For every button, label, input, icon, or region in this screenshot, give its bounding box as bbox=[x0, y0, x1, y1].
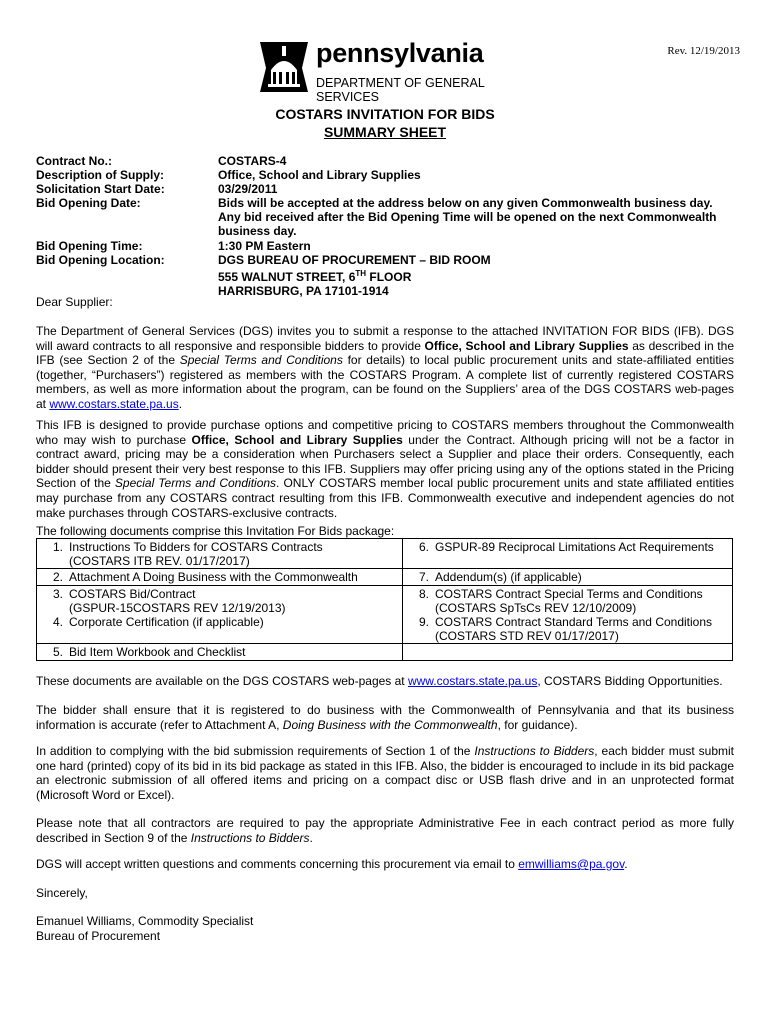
intro-paragraph: The Department of General Services (DGS) invites you to submit a response to the attached INVITATION FOR BIDS (IFB). DGS will award contracts to all responsive and responsible bidders to provide Office, School and Library Supplies as described in the IFB (see Section 2 of the Special Terms and Conditions for details) to local public procurement units and state-affiliated entities (together, “Purchasers”) registered as members with the COSTARS Program. A complete list of currently registered COSTARS members, as well as more information about the program, can be found on the Suppliers’ area of the DGS COSTARS web-pages at www.costars.state.pa.us. bbox=[36, 324, 735, 411]
opening-location-value bbox=[218, 253, 738, 299]
description-label: Description of Supply: bbox=[36, 168, 165, 182]
start-date-label: Solicitation Start Date: bbox=[36, 182, 165, 196]
doc-item-5: 5. Bid Item Workbook and Checklist bbox=[37, 644, 403, 660]
signature-office: Bureau of Procurement bbox=[36, 929, 161, 943]
submission-paragraph: In addition to complying with the bid submission requirements of Section 1 of the Instructions to Bidders, each bidder must submit one hard (printed) copy of its bid in its bid package as stated in this IFB. Also, the bidder is encouraged to include in its bid package an electronic submission of all offered items and pricing on a compact disc or USB flash drive and in an unprotected format (Microsoft Word or Excel). bbox=[36, 744, 734, 802]
doc-items-3-4: 3. COSTARS Bid/Contract (GSPUR-15COSTARS REV 12/19/2013) 4. Corporate Certification (if applicable) bbox=[37, 585, 403, 644]
revision-date: Rev. 12/19/2013 bbox=[667, 45, 740, 57]
doc-subtitle: SUMMARY SHEET bbox=[323, 124, 447, 140]
doc-item-6: 6. GSPUR-89 Reciprocal Limitations Act Requirements bbox=[403, 539, 733, 569]
doc-items-8-9: 8. COSTARS Contract Special Terms and Conditions (COSTARS SpTsCs REV 12/10/2009) 9. COSTARS Contract Standard Terms and Conditions (COSTARS STD REV 01/17/2017) bbox=[403, 585, 733, 644]
table-row bbox=[37, 569, 733, 585]
costars-website-link[interactable]: www.costars.state.pa.us bbox=[49, 396, 179, 411]
doc-item-1: 1. Instructions To Bidders for COSTARS Contracts (COSTARS ITB REV. 01/17/2017) bbox=[37, 539, 403, 569]
documents-table bbox=[36, 538, 733, 661]
closing: Sincerely, bbox=[36, 886, 88, 900]
doc-item-2: 2. Attachment A Doing Business with the Commonwealth bbox=[37, 569, 403, 585]
pa-dgs-logo bbox=[256, 38, 518, 104]
contract-no-value: COSTARS-4 bbox=[218, 154, 287, 168]
doc-title: COSTARS INVITATION FOR BIDS bbox=[275, 106, 495, 122]
opening-date-label: Bid Opening Date: bbox=[36, 196, 141, 210]
opening-time-label: Bid Opening Time: bbox=[36, 239, 143, 253]
logo-state-name: pennsylvania bbox=[316, 38, 484, 68]
registration-paragraph: The bidder shall ensure that it is registered to do business with the Commonwealth of Pennsylvania and that its business information is accurate (refer to Attachment A, Doing Business with the Commonwealth, for guidance). bbox=[36, 703, 734, 732]
opening-date-value: Bids will be accepted at the address below on any given Commonwealth business day. Any bid received after the Bid Opening Time will be opened on the next Commonwealth business day. bbox=[218, 196, 717, 239]
doc-item-7: 7. Addendum(s) (if applicable) bbox=[403, 569, 733, 585]
costars-website-link-2[interactable]: www.costars.state.pa.us bbox=[407, 674, 538, 688]
empty-cell bbox=[403, 644, 733, 660]
location-line3: HARRISBURG, PA 17101-1914 bbox=[218, 284, 389, 299]
table-row bbox=[37, 644, 733, 660]
capitol-dome-keystone-icon bbox=[256, 40, 312, 94]
availability-paragraph: These documents are available on the DGS COSTARS web-pages at www.costars.state.pa.us, COSTARS Bidding Opportunities. bbox=[36, 674, 723, 688]
opening-time-value: 1:30 PM Eastern bbox=[218, 239, 311, 253]
salutation: Dear Supplier: bbox=[36, 295, 113, 309]
description-value: Office, School and Library Supplies bbox=[218, 168, 421, 182]
table-row bbox=[37, 539, 733, 569]
docs-intro: The following documents comprise this Invitation For Bids package: bbox=[36, 524, 395, 538]
purpose-paragraph: This IFB is designed to provide purchase options and competitive pricing to COSTARS members throughout the Commonwealth who may wish to purchase Office, School and Library Supplies under the Contract. Although pricing will not be a factor in contract award, pricing may be a consideration when Purchasers select a Supplier and place their orders. Consequently, each bidder should present their very best response to this IFB. Suppliers may offer pricing using any of the options stated in the Pricing Section of the Special Terms and Conditions. ONLY COSTARS member local public procurement units and state affiliated entities may purchase from any COSTARS contract resulting from this IFB. Commonwealth executive and independent agencies do not make purchases through COSTARS-exclusive contracts. bbox=[36, 418, 734, 520]
questions-paragraph: DGS will accept written questions and comments concerning this procurement via email to emwilliams@pa.gov. bbox=[36, 857, 628, 871]
admin-fee-paragraph: Please note that all contractors are required to pay the appropriate Administrative Fee in each contract period as more fully described in Section 9 of the Instructions to Bidders. bbox=[36, 816, 734, 845]
location-line2: 555 WALNUT STREET, 6TH FLOOR bbox=[218, 269, 412, 285]
email-link[interactable]: emwilliams@pa.gov bbox=[518, 857, 625, 871]
signature-name: Emanuel Williams, Commodity Specialist bbox=[36, 914, 254, 928]
opening-location-label: Bid Opening Location: bbox=[36, 253, 165, 267]
contract-no-label: Contract No.: bbox=[36, 154, 112, 168]
table-row bbox=[37, 585, 733, 644]
location-line1: DGS BUREAU OF PROCUREMENT – BID ROOM bbox=[218, 253, 491, 267]
logo-department: DEPARTMENT OF GENERAL SERVICES bbox=[316, 76, 485, 104]
start-date-value: 03/29/2011 bbox=[218, 182, 278, 196]
